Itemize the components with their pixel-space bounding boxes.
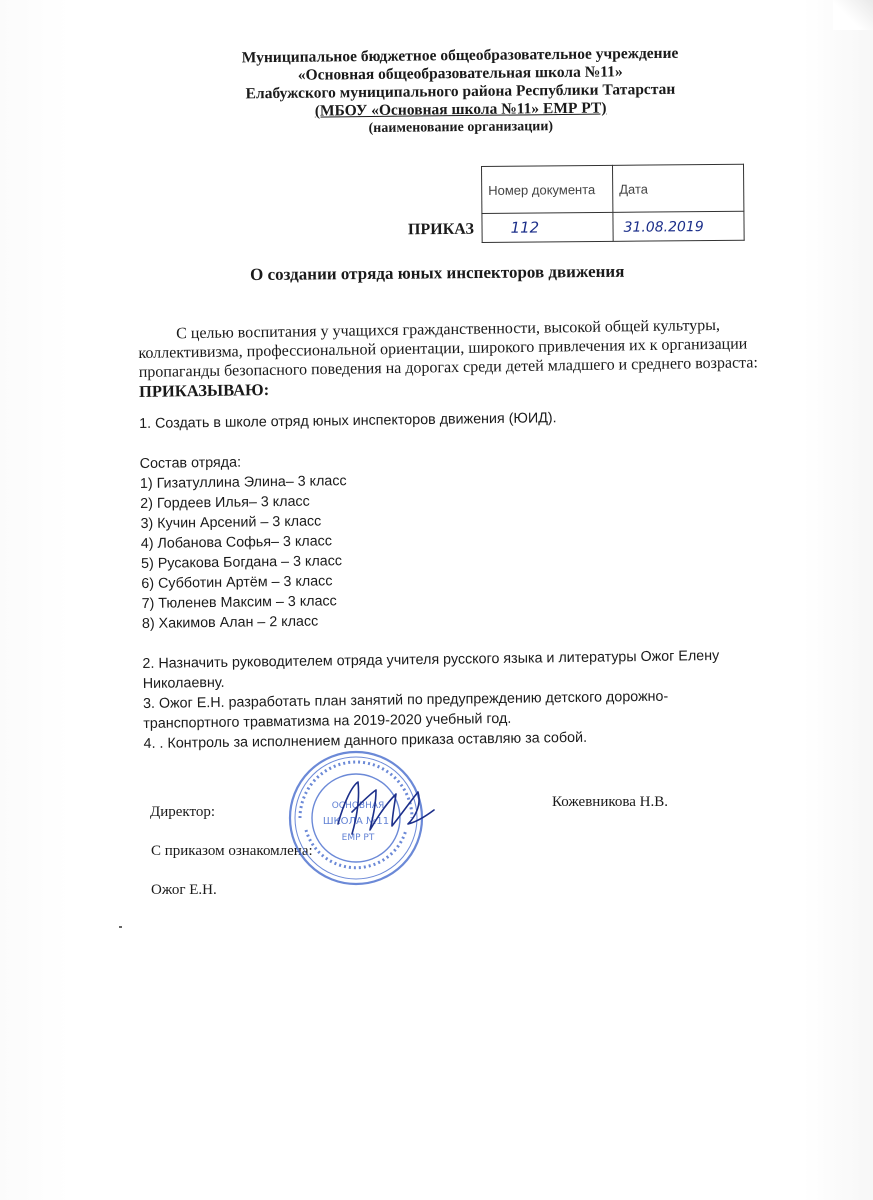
organization-header (180, 44, 741, 140)
squad-member: 3) Кучин Арсений – 3 класс (140, 513, 322, 532)
handwritten-date: 31.08.2019 (623, 219, 704, 236)
date-label-cell: Дата (612, 164, 743, 212)
document-number-table (481, 164, 745, 243)
org-line-3: Елабужского муниципального района Республики Татарстан (245, 80, 676, 103)
squad-member: 6) Субботин Артём – 3 класс (141, 573, 333, 592)
squad-member: 1) Гизатуллина Элина– 3 класс (139, 473, 347, 492)
order-preamble (138, 315, 803, 401)
date-value-cell (613, 211, 744, 241)
item-4: 4. . Контроль за исполнением данного приказа оставляю за собой. (143, 729, 588, 752)
preamble-line-1: С целью воспитания у учащихся гражданственности, высокой общей культуры, (176, 316, 721, 343)
org-caption: (наименование организации) (368, 119, 554, 137)
stamp-line-3: ЕМР РТ (341, 833, 375, 843)
squad-member: 8) Хакимов Алан – 2 класс (141, 613, 319, 632)
director-name: Кожевникова Н.В. (552, 794, 669, 810)
order-label: ПРИКАЗ (407, 220, 474, 239)
stamp-line-1: ОСНОВНАЯ (331, 801, 385, 811)
squad-member: 4) Лобанова Софья– 3 класс (140, 533, 333, 552)
scan-speck (119, 926, 122, 928)
org-line-2: «Основная общеобразовательная школа №11» (297, 63, 623, 84)
handwritten-number: 112 (510, 218, 540, 237)
preamble-line-3: пропаганды безопасного поведения на дорогах среди детей младшего и среднего возраста: (138, 354, 758, 381)
stamp-line-2: ШКОЛА №11 (322, 816, 390, 827)
page-corner-shadow (833, 0, 873, 30)
preamble-line-2: коллективизма, профессиональной ориентации, широкого привлечения их к организации (138, 335, 748, 362)
order-title: О создании отряда юных инспекторов движения (250, 261, 625, 284)
squad-label: Состав отряда: (139, 454, 242, 472)
squad-member: 5) Русакова Богдана – 3 класс (140, 553, 343, 572)
item-3-line-1: 3. Ожог Е.Н. разработать план занятий по предупреждению детского дорожно- (142, 688, 669, 712)
director-label: Директор: (150, 804, 216, 820)
acknowledgement-name: Ожог Е.Н. (151, 882, 217, 898)
squad-member: 2) Гордеев Илья– 3 класс (140, 493, 310, 512)
item-3-line-2: транспортного травматизма на 2019-2020 учебный год. (143, 710, 512, 732)
acknowledgement-label: С приказом ознакомлена: (151, 843, 313, 859)
number-value-cell (482, 212, 613, 242)
squad-member: 7) Тюленев Максим – 3 класс (141, 593, 337, 612)
item-1: 1. Создать в школе отряд юных инспекторов движения (ЮИД). (139, 410, 557, 432)
item-2-line-1: 2. Назначить руководителем отряда учителя русского языка и литературы Ожог Елену (142, 647, 720, 672)
order-body (139, 405, 804, 754)
director-signature (330, 772, 440, 842)
item-2-line-2: Николаевну. (142, 674, 225, 692)
org-short-name: (МБОУ «Основная школа №11» ЕМР РТ) (314, 99, 607, 120)
order-word: ПРИКАЗЫВАЮ: (138, 379, 270, 401)
org-line-1: Муниципальное бюджетное общеобразовательное учреждение (241, 44, 679, 67)
number-label-cell: Номер документа (482, 165, 613, 213)
